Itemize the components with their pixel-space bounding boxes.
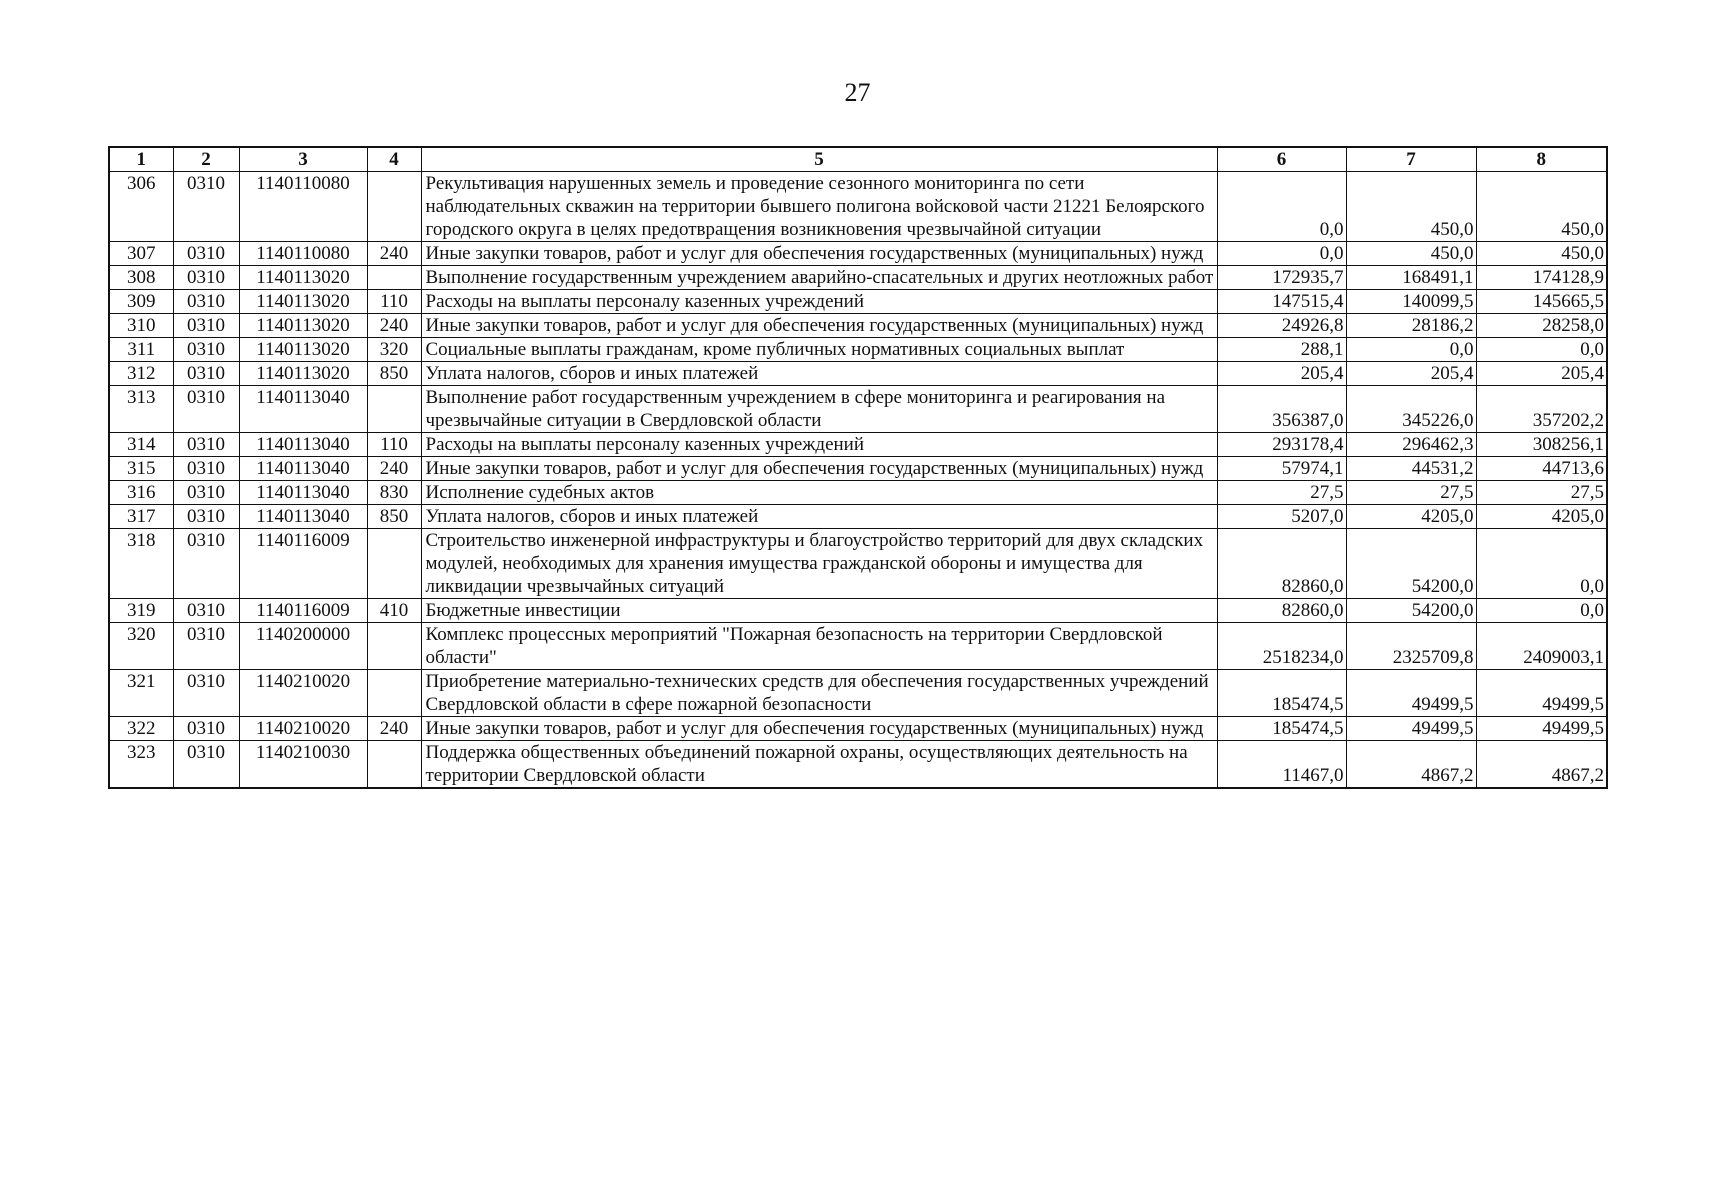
budget-table bbox=[108, 146, 1608, 789]
amount-col6-cell: 0,0 bbox=[1217, 242, 1346, 266]
amount-col7-cell: 450,0 bbox=[1346, 172, 1476, 242]
amount-col7-cell: 296462,3 bbox=[1346, 433, 1476, 457]
amount-col8-cell: 450,0 bbox=[1476, 172, 1607, 242]
header-cell: 3 bbox=[239, 147, 367, 172]
table-row bbox=[109, 457, 1607, 481]
table-row bbox=[109, 362, 1607, 386]
target-code-cell: 1140200000 bbox=[239, 623, 367, 670]
table-row bbox=[109, 242, 1607, 266]
expense-kind-cell: 320 bbox=[367, 338, 421, 362]
row-number-cell: 320 bbox=[109, 623, 173, 670]
expense-kind-cell: 110 bbox=[367, 433, 421, 457]
row-number-cell: 319 bbox=[109, 599, 173, 623]
row-number-cell: 316 bbox=[109, 481, 173, 505]
table-row bbox=[109, 266, 1607, 290]
amount-col7-cell: 4867,2 bbox=[1346, 741, 1476, 789]
expense-kind-cell: 830 bbox=[367, 481, 421, 505]
amount-col8-cell: 0,0 bbox=[1476, 599, 1607, 623]
amount-col8-cell: 2409003,1 bbox=[1476, 623, 1607, 670]
item-name-cell: Иные закупки товаров, работ и услуг для обеспечения государственных (муниципальных) нужд bbox=[421, 717, 1217, 741]
section-code-cell: 0310 bbox=[173, 362, 239, 386]
table-row bbox=[109, 599, 1607, 623]
target-code-cell: 1140113020 bbox=[239, 338, 367, 362]
table-row bbox=[109, 314, 1607, 338]
target-code-cell: 1140113020 bbox=[239, 314, 367, 338]
item-name-cell: Выполнение государственным учреждением аварийно-спасательных и других неотложных работ bbox=[421, 266, 1217, 290]
section-code-cell: 0310 bbox=[173, 338, 239, 362]
amount-col8-cell: 145665,5 bbox=[1476, 290, 1607, 314]
amount-col7-cell: 44531,2 bbox=[1346, 457, 1476, 481]
amount-col7-cell: 205,4 bbox=[1346, 362, 1476, 386]
amount-col8-cell: 49499,5 bbox=[1476, 670, 1607, 717]
table-row bbox=[109, 386, 1607, 433]
table-body bbox=[109, 172, 1607, 789]
item-name-cell: Поддержка общественных объединений пожарной охраны, осуществляющих деятельность на территории Свердловской области bbox=[421, 741, 1217, 789]
row-number-cell: 307 bbox=[109, 242, 173, 266]
section-code-cell: 0310 bbox=[173, 505, 239, 529]
row-number-cell: 311 bbox=[109, 338, 173, 362]
target-code-cell: 1140113040 bbox=[239, 481, 367, 505]
target-code-cell: 1140113040 bbox=[239, 457, 367, 481]
amount-col6-cell: 172935,7 bbox=[1217, 266, 1346, 290]
row-number-cell: 313 bbox=[109, 386, 173, 433]
amount-col7-cell: 0,0 bbox=[1346, 338, 1476, 362]
item-name-cell: Иные закупки товаров, работ и услуг для обеспечения государственных (муниципальных) нужд bbox=[421, 314, 1217, 338]
amount-col8-cell: 357202,2 bbox=[1476, 386, 1607, 433]
section-code-cell: 0310 bbox=[173, 717, 239, 741]
expense-kind-cell bbox=[367, 741, 421, 789]
section-code-cell: 0310 bbox=[173, 386, 239, 433]
amount-col8-cell: 205,4 bbox=[1476, 362, 1607, 386]
section-code-cell: 0310 bbox=[173, 266, 239, 290]
amount-col6-cell: 0,0 bbox=[1217, 172, 1346, 242]
amount-col6-cell: 57974,1 bbox=[1217, 457, 1346, 481]
target-code-cell: 1140110080 bbox=[239, 242, 367, 266]
target-code-cell: 1140113040 bbox=[239, 433, 367, 457]
row-number-cell: 318 bbox=[109, 529, 173, 599]
expense-kind-cell: 240 bbox=[367, 314, 421, 338]
amount-col6-cell: 24926,8 bbox=[1217, 314, 1346, 338]
row-number-cell: 315 bbox=[109, 457, 173, 481]
row-number-cell: 308 bbox=[109, 266, 173, 290]
header-cell: 5 bbox=[421, 147, 1217, 172]
expense-kind-cell: 410 bbox=[367, 599, 421, 623]
amount-col7-cell: 450,0 bbox=[1346, 242, 1476, 266]
amount-col7-cell: 4205,0 bbox=[1346, 505, 1476, 529]
expense-kind-cell bbox=[367, 623, 421, 670]
item-name-cell: Исполнение судебных актов bbox=[421, 481, 1217, 505]
amount-col8-cell: 450,0 bbox=[1476, 242, 1607, 266]
header-cell: 1 bbox=[109, 147, 173, 172]
target-code-cell: 1140210020 bbox=[239, 670, 367, 717]
table-row bbox=[109, 433, 1607, 457]
row-number-cell: 306 bbox=[109, 172, 173, 242]
section-code-cell: 0310 bbox=[173, 314, 239, 338]
expense-kind-cell: 850 bbox=[367, 362, 421, 386]
amount-col7-cell: 28186,2 bbox=[1346, 314, 1476, 338]
amount-col7-cell: 54200,0 bbox=[1346, 599, 1476, 623]
expense-kind-cell: 850 bbox=[367, 505, 421, 529]
target-code-cell: 1140110080 bbox=[239, 172, 367, 242]
target-code-cell: 1140210030 bbox=[239, 741, 367, 789]
amount-col8-cell: 49499,5 bbox=[1476, 717, 1607, 741]
target-code-cell: 1140210020 bbox=[239, 717, 367, 741]
expense-kind-cell: 240 bbox=[367, 457, 421, 481]
header-cell: 4 bbox=[367, 147, 421, 172]
target-code-cell: 1140113040 bbox=[239, 505, 367, 529]
item-name-cell: Иные закупки товаров, работ и услуг для обеспечения государственных (муниципальных) нужд bbox=[421, 457, 1217, 481]
table-row bbox=[109, 529, 1607, 599]
amount-col6-cell: 82860,0 bbox=[1217, 599, 1346, 623]
amount-col7-cell: 140099,5 bbox=[1346, 290, 1476, 314]
amount-col6-cell: 147515,4 bbox=[1217, 290, 1346, 314]
target-code-cell: 1140116009 bbox=[239, 599, 367, 623]
item-name-cell: Социальные выплаты гражданам, кроме публичных нормативных социальных выплат bbox=[421, 338, 1217, 362]
expense-kind-cell bbox=[367, 386, 421, 433]
item-name-cell: Иные закупки товаров, работ и услуг для обеспечения государственных (муниципальных) нужд bbox=[421, 242, 1217, 266]
amount-col8-cell: 4867,2 bbox=[1476, 741, 1607, 789]
section-code-cell: 0310 bbox=[173, 670, 239, 717]
section-code-cell: 0310 bbox=[173, 741, 239, 789]
expense-kind-cell: 240 bbox=[367, 717, 421, 741]
table-row bbox=[109, 623, 1607, 670]
header-row bbox=[109, 147, 1607, 172]
item-name-cell: Приобретение материально-технических средств для обеспечения государственных учреждений Свердловской области в сфере пожарной безопасности bbox=[421, 670, 1217, 717]
item-name-cell: Выполнение работ государственным учреждением в сфере мониторинга и реагирования на чрезвычайные ситуации в Свердловской области bbox=[421, 386, 1217, 433]
row-number-cell: 310 bbox=[109, 314, 173, 338]
item-name-cell: Комплекс процессных мероприятий "Пожарная безопасность на территории Свердловской области" bbox=[421, 623, 1217, 670]
row-number-cell: 322 bbox=[109, 717, 173, 741]
expense-kind-cell: 110 bbox=[367, 290, 421, 314]
section-code-cell: 0310 bbox=[173, 433, 239, 457]
amount-col6-cell: 288,1 bbox=[1217, 338, 1346, 362]
header-cell: 8 bbox=[1476, 147, 1607, 172]
row-number-cell: 317 bbox=[109, 505, 173, 529]
table-row bbox=[109, 172, 1607, 242]
item-name-cell: Уплата налогов, сборов и иных платежей bbox=[421, 505, 1217, 529]
expense-kind-cell bbox=[367, 172, 421, 242]
table-row bbox=[109, 717, 1607, 741]
row-number-cell: 309 bbox=[109, 290, 173, 314]
section-code-cell: 0310 bbox=[173, 172, 239, 242]
table-row bbox=[109, 481, 1607, 505]
row-number-cell: 312 bbox=[109, 362, 173, 386]
amount-col8-cell: 174128,9 bbox=[1476, 266, 1607, 290]
target-code-cell: 1140113020 bbox=[239, 362, 367, 386]
amount-col6-cell: 293178,4 bbox=[1217, 433, 1346, 457]
target-code-cell: 1140116009 bbox=[239, 529, 367, 599]
amount-col6-cell: 2518234,0 bbox=[1217, 623, 1346, 670]
section-code-cell: 0310 bbox=[173, 481, 239, 505]
target-code-cell: 1140113040 bbox=[239, 386, 367, 433]
target-code-cell: 1140113020 bbox=[239, 266, 367, 290]
table-row bbox=[109, 338, 1607, 362]
row-number-cell: 323 bbox=[109, 741, 173, 789]
amount-col8-cell: 308256,1 bbox=[1476, 433, 1607, 457]
section-code-cell: 0310 bbox=[173, 290, 239, 314]
amount-col7-cell: 27,5 bbox=[1346, 481, 1476, 505]
amount-col7-cell: 49499,5 bbox=[1346, 717, 1476, 741]
section-code-cell: 0310 bbox=[173, 599, 239, 623]
row-number-cell: 314 bbox=[109, 433, 173, 457]
amount-col6-cell: 5207,0 bbox=[1217, 505, 1346, 529]
expense-kind-cell bbox=[367, 529, 421, 599]
amount-col8-cell: 28258,0 bbox=[1476, 314, 1607, 338]
expense-kind-cell: 240 bbox=[367, 242, 421, 266]
item-name-cell: Расходы на выплаты персоналу казенных учреждений bbox=[421, 433, 1217, 457]
target-code-cell: 1140113020 bbox=[239, 290, 367, 314]
amount-col6-cell: 11467,0 bbox=[1217, 741, 1346, 789]
page-number: 27 bbox=[844, 78, 871, 107]
item-name-cell: Расходы на выплаты персоналу казенных учреждений bbox=[421, 290, 1217, 314]
amount-col8-cell: 4205,0 bbox=[1476, 505, 1607, 529]
item-name-cell: Строительство инженерной инфраструктуры и благоустройство территорий для двух складских модулей, необходимых для хранения имущества гражданской обороны и имущества для ликвидации чрезвычайных ситуаций bbox=[421, 529, 1217, 599]
amount-col6-cell: 356387,0 bbox=[1217, 386, 1346, 433]
amount-col7-cell: 168491,1 bbox=[1346, 266, 1476, 290]
amount-col8-cell: 0,0 bbox=[1476, 529, 1607, 599]
section-code-cell: 0310 bbox=[173, 529, 239, 599]
amount-col6-cell: 185474,5 bbox=[1217, 717, 1346, 741]
header-cell: 6 bbox=[1217, 147, 1346, 172]
section-code-cell: 0310 bbox=[173, 457, 239, 481]
amount-col8-cell: 27,5 bbox=[1476, 481, 1607, 505]
table-row bbox=[109, 741, 1607, 789]
expense-kind-cell bbox=[367, 266, 421, 290]
item-name-cell: Рекультивация нарушенных земель и проведение сезонного мониторинга по сети наблюдательных скважин на территории бывшего полигона войсковой части 21221 Белоярского городского округа в целях предотвращения возникновения чрезвычайной ситуации bbox=[421, 172, 1217, 242]
amount-col8-cell: 0,0 bbox=[1476, 338, 1607, 362]
amount-col6-cell: 82860,0 bbox=[1217, 529, 1346, 599]
expense-kind-cell bbox=[367, 670, 421, 717]
header-cell: 7 bbox=[1346, 147, 1476, 172]
amount-col7-cell: 2325709,8 bbox=[1346, 623, 1476, 670]
item-name-cell: Бюджетные инвестиции bbox=[421, 599, 1217, 623]
item-name-cell: Уплата налогов, сборов и иных платежей bbox=[421, 362, 1217, 386]
section-code-cell: 0310 bbox=[173, 623, 239, 670]
amount-col7-cell: 49499,5 bbox=[1346, 670, 1476, 717]
amount-col6-cell: 205,4 bbox=[1217, 362, 1346, 386]
amount-col8-cell: 44713,6 bbox=[1476, 457, 1607, 481]
amount-col7-cell: 54200,0 bbox=[1346, 529, 1476, 599]
header-cell: 2 bbox=[173, 147, 239, 172]
section-code-cell: 0310 bbox=[173, 242, 239, 266]
table-row bbox=[109, 670, 1607, 717]
table-row bbox=[109, 290, 1607, 314]
amount-col6-cell: 185474,5 bbox=[1217, 670, 1346, 717]
table-row bbox=[109, 505, 1607, 529]
row-number-cell: 321 bbox=[109, 670, 173, 717]
amount-col6-cell: 27,5 bbox=[1217, 481, 1346, 505]
amount-col7-cell: 345226,0 bbox=[1346, 386, 1476, 433]
